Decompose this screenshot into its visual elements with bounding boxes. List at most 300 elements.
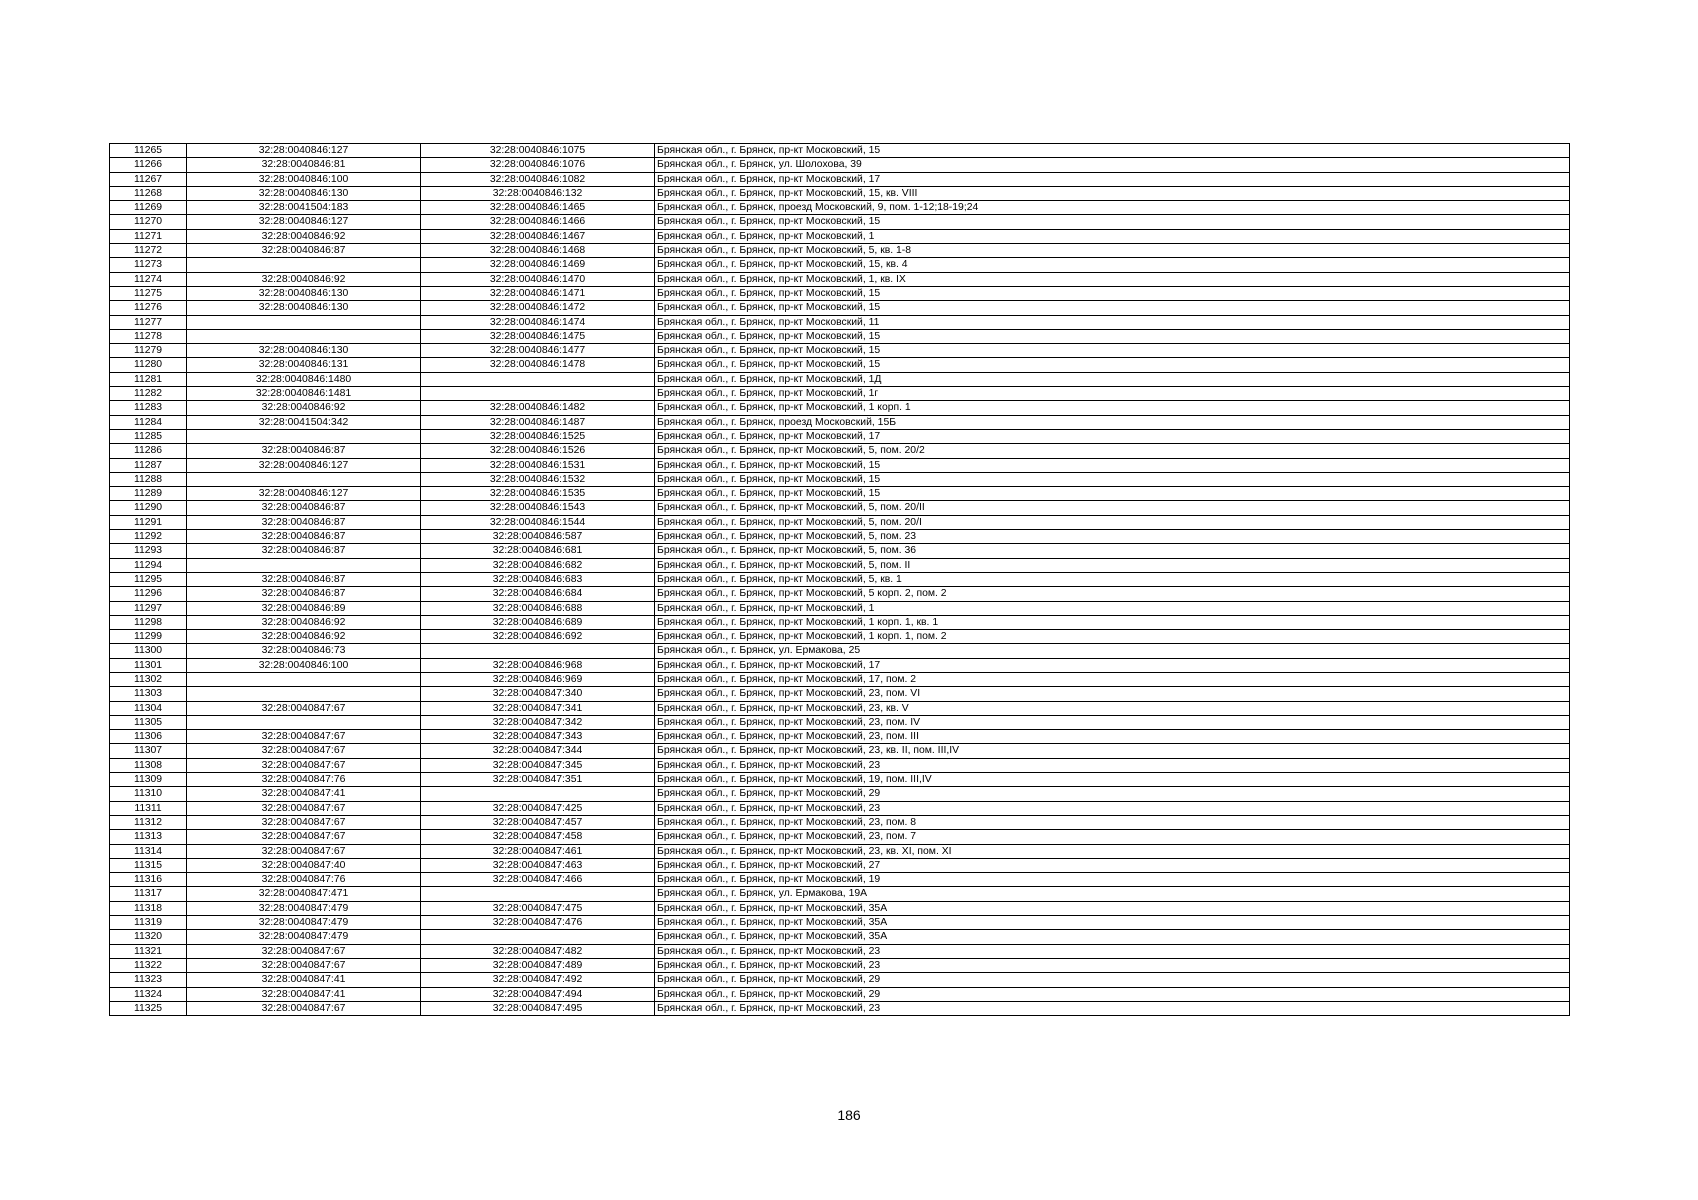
address-cell: Брянская обл., г. Брянск, пр-кт Московский, 23, пом. 8 [655, 815, 1570, 829]
row-number-cell: 11294 [110, 558, 187, 572]
address-cell: Брянская обл., г. Брянск, пр-кт Московский, 23, кв. V [655, 701, 1570, 715]
parent-cadastral-number-cell: 32:28:0040847:67 [187, 801, 421, 815]
row-number-cell: 11276 [110, 301, 187, 315]
table-row [110, 487, 1570, 501]
address-cell: Брянская обл., г. Брянск, пр-кт Московский, 27 [655, 858, 1570, 872]
row-number-cell: 11282 [110, 387, 187, 401]
row-number-cell: 11272 [110, 244, 187, 258]
table-row [110, 830, 1570, 844]
cadastral-number-cell: 32:28:0040846:682 [421, 558, 655, 572]
address-cell: Брянская обл., г. Брянск, пр-кт Московский, 23 [655, 1001, 1570, 1015]
address-cell: Брянская обл., г. Брянск, пр-кт Московский, 23, пом. III [655, 730, 1570, 744]
cadastral-number-cell: 32:28:0040847:425 [421, 801, 655, 815]
row-number-cell: 11285 [110, 429, 187, 443]
cadastral-number-cell: 32:28:0040847:341 [421, 701, 655, 715]
cadastral-number-cell: 32:28:0040846:689 [421, 615, 655, 629]
table-row [110, 544, 1570, 558]
parent-cadastral-number-cell: 32:28:0040847:41 [187, 973, 421, 987]
address-cell: Брянская обл., г. Брянск, пр-кт Московский, 5, пом. 20/I [655, 515, 1570, 529]
parent-cadastral-number-cell: 32:28:0040846:92 [187, 630, 421, 644]
row-number-cell: 11271 [110, 229, 187, 243]
table-row [110, 515, 1570, 529]
row-number-cell: 11281 [110, 372, 187, 386]
table-row [110, 815, 1570, 829]
address-cell: Брянская обл., г. Брянск, пр-кт Московский, 15 [655, 344, 1570, 358]
row-number-cell: 11296 [110, 587, 187, 601]
parent-cadastral-number-cell: 32:28:0040846:131 [187, 358, 421, 372]
parent-cadastral-number-cell: 32:28:0040847:67 [187, 701, 421, 715]
row-number-cell: 11323 [110, 973, 187, 987]
cadastral-number-cell: 32:28:0040847:344 [421, 744, 655, 758]
table-row [110, 944, 1570, 958]
address-cell: Брянская обл., г. Брянск, пр-кт Московский, 1 корп. 1 [655, 401, 1570, 415]
cadastral-number-cell: 32:28:0040847:494 [421, 987, 655, 1001]
cadastral-number-cell: 32:28:0040846:692 [421, 630, 655, 644]
parent-cadastral-number-cell [187, 315, 421, 329]
row-number-cell: 11287 [110, 458, 187, 472]
parent-cadastral-number-cell: 32:28:0040847:67 [187, 830, 421, 844]
address-cell: Брянская обл., г. Брянск, пр-кт Московский, 15 [655, 487, 1570, 501]
parent-cadastral-number-cell: 32:28:0040846:81 [187, 158, 421, 172]
table-row [110, 887, 1570, 901]
cadastral-number-cell: 32:28:0040846:1543 [421, 501, 655, 515]
cadastral-number-cell: 32:28:0040846:1531 [421, 458, 655, 472]
parent-cadastral-number-cell: 32:28:0040846:73 [187, 644, 421, 658]
cadastral-number-cell: 32:28:0040847:343 [421, 730, 655, 744]
row-number-cell: 11302 [110, 672, 187, 686]
cadastral-number-cell: 32:28:0040846:1525 [421, 429, 655, 443]
cadastral-number-cell: 32:28:0040846:1471 [421, 286, 655, 300]
table-row [110, 358, 1570, 372]
address-cell: Брянская обл., г. Брянск, пр-кт Московский, 5, кв. 1-8 [655, 244, 1570, 258]
row-number-cell: 11324 [110, 987, 187, 1001]
row-number-cell: 11295 [110, 572, 187, 586]
table-row [110, 244, 1570, 258]
row-number-cell: 11279 [110, 344, 187, 358]
cadastral-number-cell: 32:28:0040846:1467 [421, 229, 655, 243]
table-row [110, 658, 1570, 672]
table-row [110, 229, 1570, 243]
table-row [110, 601, 1570, 615]
address-cell: Брянская обл., г. Брянск, пр-кт Московский, 19, пом. III,IV [655, 773, 1570, 787]
table-row [110, 916, 1570, 930]
address-cell: Брянская обл., г. Брянск, пр-кт Московский, 29 [655, 987, 1570, 1001]
parent-cadastral-number-cell: 32:28:0040846:127 [187, 215, 421, 229]
cadastral-number-cell: 32:28:0040847:466 [421, 873, 655, 887]
row-number-cell: 11304 [110, 701, 187, 715]
table-row [110, 301, 1570, 315]
cadastral-number-cell [421, 644, 655, 658]
cadastral-number-cell: 32:28:0040846:1475 [421, 329, 655, 343]
table-row [110, 630, 1570, 644]
table-row [110, 215, 1570, 229]
table-body [110, 144, 1570, 1016]
cadastral-number-cell: 32:28:0040846:1469 [421, 258, 655, 272]
cadastral-number-cell [421, 387, 655, 401]
cadastral-number-cell: 32:28:0040846:1076 [421, 158, 655, 172]
row-number-cell: 11313 [110, 830, 187, 844]
table-row [110, 701, 1570, 715]
row-number-cell: 11289 [110, 487, 187, 501]
table-row [110, 201, 1570, 215]
cadastral-number-cell [421, 930, 655, 944]
parent-cadastral-number-cell: 32:28:0040847:479 [187, 901, 421, 915]
address-cell: Брянская обл., г. Брянск, пр-кт Московский, 5, пом. 20/II [655, 501, 1570, 515]
table-row [110, 930, 1570, 944]
table-row [110, 472, 1570, 486]
cadastral-number-cell: 32:28:0040847:457 [421, 815, 655, 829]
cadastral-number-cell: 32:28:0040847:476 [421, 916, 655, 930]
address-cell: Брянская обл., г. Брянск, пр-кт Московский, 35А [655, 930, 1570, 944]
parent-cadastral-number-cell: 32:28:0040846:130 [187, 186, 421, 200]
cadastral-number-cell: 32:28:0040847:475 [421, 901, 655, 915]
row-number-cell: 11319 [110, 916, 187, 930]
row-number-cell: 11316 [110, 873, 187, 887]
parent-cadastral-number-cell: 32:28:0040847:67 [187, 730, 421, 744]
parent-cadastral-number-cell: 32:28:0040847:479 [187, 916, 421, 930]
row-number-cell: 11293 [110, 544, 187, 558]
parent-cadastral-number-cell: 32:28:0040846:92 [187, 272, 421, 286]
table-row [110, 172, 1570, 186]
row-number-cell: 11267 [110, 172, 187, 186]
parent-cadastral-number-cell: 32:28:0040846:87 [187, 587, 421, 601]
address-cell: Брянская обл., г. Брянск, пр-кт Московский, 15 [655, 358, 1570, 372]
table-row [110, 572, 1570, 586]
parent-cadastral-number-cell: 32:28:0040846:87 [187, 530, 421, 544]
table-row [110, 158, 1570, 172]
row-number-cell: 11270 [110, 215, 187, 229]
table-row [110, 873, 1570, 887]
row-number-cell: 11305 [110, 715, 187, 729]
address-cell: Брянская обл., г. Брянск, пр-кт Московский, 1 [655, 601, 1570, 615]
parent-cadastral-number-cell: 32:28:0040847:67 [187, 958, 421, 972]
row-number-cell: 11265 [110, 144, 187, 158]
address-cell: Брянская обл., г. Брянск, пр-кт Московский, 11 [655, 315, 1570, 329]
row-number-cell: 11315 [110, 858, 187, 872]
cadastral-number-cell: 32:28:0040846:1470 [421, 272, 655, 286]
address-cell: Брянская обл., г. Брянск, ул. Ермакова, 19А [655, 887, 1570, 901]
parent-cadastral-number-cell: 32:28:0040847:41 [187, 987, 421, 1001]
table-row [110, 687, 1570, 701]
parent-cadastral-number-cell: 32:28:0040846:1481 [187, 387, 421, 401]
table-row [110, 444, 1570, 458]
row-number-cell: 11283 [110, 401, 187, 415]
table-row [110, 501, 1570, 515]
table-row [110, 286, 1570, 300]
row-number-cell: 11318 [110, 901, 187, 915]
cadastral-number-cell: 32:28:0040846:1482 [421, 401, 655, 415]
cadastral-number-cell [421, 787, 655, 801]
cadastral-number-cell [421, 372, 655, 386]
address-cell: Брянская обл., г. Брянск, пр-кт Московский, 23, пом. IV [655, 715, 1570, 729]
address-cell: Брянская обл., г. Брянск, пр-кт Московский, 23, кв. XI, пом. XI [655, 844, 1570, 858]
table-row [110, 715, 1570, 729]
cadastral-number-cell: 32:28:0040847:489 [421, 958, 655, 972]
parent-cadastral-number-cell [187, 258, 421, 272]
parent-cadastral-number-cell: 32:28:0040846:87 [187, 244, 421, 258]
row-number-cell: 11310 [110, 787, 187, 801]
table-row [110, 672, 1570, 686]
address-cell: Брянская обл., г. Брянск, пр-кт Московский, 17 [655, 172, 1570, 186]
address-cell: Брянская обл., г. Брянск, ул. Ермакова, 25 [655, 644, 1570, 658]
address-cell: Брянская обл., г. Брянск, пр-кт Московский, 15 [655, 215, 1570, 229]
address-cell: Брянская обл., г. Брянск, пр-кт Московский, 35А [655, 916, 1570, 930]
row-number-cell: 11292 [110, 530, 187, 544]
address-cell: Брянская обл., г. Брянск, пр-кт Московский, 23 [655, 801, 1570, 815]
address-cell: Брянская обл., г. Брянск, пр-кт Московский, 29 [655, 787, 1570, 801]
parent-cadastral-number-cell: 32:28:0040847:479 [187, 930, 421, 944]
address-cell: Брянская обл., г. Брянск, пр-кт Московский, 15 [655, 458, 1570, 472]
parent-cadastral-number-cell: 32:28:0040846:87 [187, 444, 421, 458]
row-number-cell: 11269 [110, 201, 187, 215]
table-row [110, 644, 1570, 658]
row-number-cell: 11290 [110, 501, 187, 515]
table-row [110, 973, 1570, 987]
address-cell: Брянская обл., г. Брянск, пр-кт Московский, 17, пом. 2 [655, 672, 1570, 686]
row-number-cell: 11280 [110, 358, 187, 372]
parent-cadastral-number-cell: 32:28:0040846:92 [187, 401, 421, 415]
address-cell: Брянская обл., г. Брянск, пр-кт Московский, 15, кв. VIII [655, 186, 1570, 200]
table-row [110, 458, 1570, 472]
table-row [110, 758, 1570, 772]
row-number-cell: 11314 [110, 844, 187, 858]
table-row [110, 773, 1570, 787]
parent-cadastral-number-cell: 32:28:0040846:92 [187, 229, 421, 243]
cadastral-number-cell: 32:28:0040846:681 [421, 544, 655, 558]
row-number-cell: 11303 [110, 687, 187, 701]
cadastral-number-cell: 32:28:0040846:688 [421, 601, 655, 615]
address-cell: Брянская обл., г. Брянск, пр-кт Московский, 15, кв. 4 [655, 258, 1570, 272]
parent-cadastral-number-cell: 32:28:0040846:1480 [187, 372, 421, 386]
cadastral-number-cell: 32:28:0040847:345 [421, 758, 655, 772]
parent-cadastral-number-cell: 32:28:0040846:87 [187, 501, 421, 515]
table-row [110, 258, 1570, 272]
parent-cadastral-number-cell: 32:28:0040847:67 [187, 744, 421, 758]
table-row [110, 401, 1570, 415]
cadastral-number-cell: 32:28:0040846:1544 [421, 515, 655, 529]
row-number-cell: 11286 [110, 444, 187, 458]
address-cell: Брянская обл., г. Брянск, пр-кт Московский, 1 [655, 229, 1570, 243]
parent-cadastral-number-cell [187, 472, 421, 486]
address-cell: Брянская обл., г. Брянск, пр-кт Московский, 5, пом. 36 [655, 544, 1570, 558]
table-row [110, 801, 1570, 815]
table-row [110, 744, 1570, 758]
row-number-cell: 11321 [110, 944, 187, 958]
address-cell: Брянская обл., г. Брянск, пр-кт Московский, 23 [655, 944, 1570, 958]
parent-cadastral-number-cell: 32:28:0040846:92 [187, 615, 421, 629]
cadastral-table [109, 143, 1570, 1016]
row-number-cell: 11277 [110, 315, 187, 329]
cadastral-number-cell: 32:28:0040847:492 [421, 973, 655, 987]
parent-cadastral-number-cell [187, 672, 421, 686]
address-cell: Брянская обл., г. Брянск, пр-кт Московский, 23, пом. 7 [655, 830, 1570, 844]
parent-cadastral-number-cell: 32:28:0040846:127 [187, 487, 421, 501]
cadastral-number-cell: 32:28:0040847:495 [421, 1001, 655, 1015]
cadastral-number-cell: 32:28:0040846:132 [421, 186, 655, 200]
table-row [110, 415, 1570, 429]
parent-cadastral-number-cell: 32:28:0040846:87 [187, 515, 421, 529]
address-cell: Брянская обл., г. Брянск, пр-кт Московский, 5, пом. II [655, 558, 1570, 572]
cadastral-number-cell: 32:28:0040846:1535 [421, 487, 655, 501]
address-cell: Брянская обл., г. Брянск, пр-кт Московский, 23 [655, 958, 1570, 972]
address-cell: Брянская обл., г. Брянск, пр-кт Московский, 17 [655, 429, 1570, 443]
table-row [110, 987, 1570, 1001]
cadastral-number-cell: 32:28:0040846:587 [421, 530, 655, 544]
address-cell: Брянская обл., г. Брянск, пр-кт Московский, 5, пом. 20/2 [655, 444, 1570, 458]
parent-cadastral-number-cell [187, 558, 421, 572]
table-row [110, 901, 1570, 915]
cadastral-number-cell: 32:28:0040846:1472 [421, 301, 655, 315]
cadastral-number-cell: 32:28:0040846:1465 [421, 201, 655, 215]
parent-cadastral-number-cell: 32:28:0041504:183 [187, 201, 421, 215]
row-number-cell: 11273 [110, 258, 187, 272]
table-row [110, 787, 1570, 801]
table-row [110, 344, 1570, 358]
parent-cadastral-number-cell: 32:28:0040847:67 [187, 815, 421, 829]
address-cell: Брянская обл., г. Брянск, пр-кт Московский, 15 [655, 286, 1570, 300]
parent-cadastral-number-cell [187, 687, 421, 701]
parent-cadastral-number-cell: 32:28:0040846:127 [187, 458, 421, 472]
row-number-cell: 11291 [110, 515, 187, 529]
parent-cadastral-number-cell: 32:28:0040847:67 [187, 1001, 421, 1015]
parent-cadastral-number-cell: 32:28:0040847:471 [187, 887, 421, 901]
address-cell: Брянская обл., г. Брянск, пр-кт Московский, 1Д [655, 372, 1570, 386]
row-number-cell: 11317 [110, 887, 187, 901]
cadastral-number-cell: 32:28:0040847:340 [421, 687, 655, 701]
cadastral-number-cell: 32:28:0040846:1474 [421, 315, 655, 329]
parent-cadastral-number-cell [187, 329, 421, 343]
row-number-cell: 11278 [110, 329, 187, 343]
row-number-cell: 11300 [110, 644, 187, 658]
address-cell: Брянская обл., г. Брянск, пр-кт Московский, 35А [655, 901, 1570, 915]
table-row [110, 1001, 1570, 1015]
row-number-cell: 11307 [110, 744, 187, 758]
cadastral-number-cell: 32:28:0040846:1082 [421, 172, 655, 186]
cadastral-number-cell [421, 887, 655, 901]
cadastral-number-cell: 32:28:0040847:482 [421, 944, 655, 958]
parent-cadastral-number-cell: 32:28:0040846:130 [187, 286, 421, 300]
table-row [110, 587, 1570, 601]
row-number-cell: 11288 [110, 472, 187, 486]
cadastral-number-cell: 32:28:0040846:1526 [421, 444, 655, 458]
table-row [110, 272, 1570, 286]
address-cell: Брянская обл., г. Брянск, пр-кт Московский, 17 [655, 658, 1570, 672]
address-cell: Брянская обл., г. Брянск, пр-кт Московский, 1 корп. 1, кв. 1 [655, 615, 1570, 629]
table-row [110, 387, 1570, 401]
cadastral-number-cell: 32:28:0040846:1477 [421, 344, 655, 358]
parent-cadastral-number-cell: 32:28:0040847:76 [187, 873, 421, 887]
row-number-cell: 11312 [110, 815, 187, 829]
parent-cadastral-number-cell: 32:28:0040846:87 [187, 544, 421, 558]
row-number-cell: 11284 [110, 415, 187, 429]
cadastral-number-cell: 32:28:0040846:1478 [421, 358, 655, 372]
row-number-cell: 11306 [110, 730, 187, 744]
row-number-cell: 11274 [110, 272, 187, 286]
address-cell: Брянская обл., г. Брянск, пр-кт Московский, 19 [655, 873, 1570, 887]
table-row [110, 558, 1570, 572]
row-number-cell: 11299 [110, 630, 187, 644]
row-number-cell: 11298 [110, 615, 187, 629]
row-number-cell: 11322 [110, 958, 187, 972]
row-number-cell: 11311 [110, 801, 187, 815]
address-cell: Брянская обл., г. Брянск, ул. Шолохова, 39 [655, 158, 1570, 172]
parent-cadastral-number-cell: 32:28:0040847:67 [187, 758, 421, 772]
address-cell: Брянская обл., г. Брянск, пр-кт Московский, 1, кв. IX [655, 272, 1570, 286]
row-number-cell: 11320 [110, 930, 187, 944]
address-cell: Брянская обл., г. Брянск, пр-кт Московский, 23, кв. II, пом. III,IV [655, 744, 1570, 758]
cadastral-number-cell: 32:28:0040847:342 [421, 715, 655, 729]
cadastral-number-cell: 32:28:0040846:684 [421, 587, 655, 601]
page-number: 186 [837, 1107, 861, 1123]
table-row [110, 186, 1570, 200]
cadastral-number-cell: 32:28:0040846:1468 [421, 244, 655, 258]
address-cell: Брянская обл., г. Брянск, пр-кт Московский, 15 [655, 472, 1570, 486]
address-cell: Брянская обл., г. Брянск, пр-кт Московский, 15 [655, 329, 1570, 343]
parent-cadastral-number-cell: 32:28:0040846:130 [187, 301, 421, 315]
cadastral-number-cell: 32:28:0040846:969 [421, 672, 655, 686]
address-cell: Брянская обл., г. Брянск, пр-кт Московский, 15 [655, 301, 1570, 315]
parent-cadastral-number-cell: 32:28:0040847:40 [187, 858, 421, 872]
parent-cadastral-number-cell: 32:28:0040846:100 [187, 172, 421, 186]
parent-cadastral-number-cell: 32:28:0040846:87 [187, 572, 421, 586]
parent-cadastral-number-cell: 32:28:0040846:100 [187, 658, 421, 672]
parent-cadastral-number-cell: 32:28:0041504:342 [187, 415, 421, 429]
row-number-cell: 11268 [110, 186, 187, 200]
cadastral-number-cell: 32:28:0040846:1075 [421, 144, 655, 158]
parent-cadastral-number-cell [187, 715, 421, 729]
cadastral-number-cell: 32:28:0040846:968 [421, 658, 655, 672]
parent-cadastral-number-cell: 32:28:0040846:89 [187, 601, 421, 615]
table-row [110, 858, 1570, 872]
address-cell: Брянская обл., г. Брянск, пр-кт Московский, 5, кв. 1 [655, 572, 1570, 586]
parent-cadastral-number-cell: 32:28:0040846:130 [187, 344, 421, 358]
table-row [110, 329, 1570, 343]
table-row [110, 530, 1570, 544]
address-cell: Брянская обл., г. Брянск, пр-кт Московский, 5, пом. 23 [655, 530, 1570, 544]
table-row [110, 730, 1570, 744]
address-cell: Брянская обл., г. Брянск, пр-кт Московский, 5 корп. 2, пом. 2 [655, 587, 1570, 601]
address-cell: Брянская обл., г. Брянск, проезд Московский, 15Б [655, 415, 1570, 429]
cadastral-number-cell: 32:28:0040846:1487 [421, 415, 655, 429]
parent-cadastral-number-cell: 32:28:0040847:67 [187, 844, 421, 858]
address-cell: Брянская обл., г. Брянск, пр-кт Московский, 1г [655, 387, 1570, 401]
table-row [110, 958, 1570, 972]
table-row [110, 315, 1570, 329]
row-number-cell: 11308 [110, 758, 187, 772]
parent-cadastral-number-cell: 32:28:0040846:127 [187, 144, 421, 158]
parent-cadastral-number-cell: 32:28:0040847:76 [187, 773, 421, 787]
cadastral-number-cell: 32:28:0040847:351 [421, 773, 655, 787]
cadastral-number-cell: 32:28:0040847:458 [421, 830, 655, 844]
cadastral-number-cell: 32:28:0040847:463 [421, 858, 655, 872]
parent-cadastral-number-cell [187, 429, 421, 443]
row-number-cell: 11266 [110, 158, 187, 172]
cadastral-number-cell: 32:28:0040846:683 [421, 572, 655, 586]
row-number-cell: 11309 [110, 773, 187, 787]
table-row [110, 372, 1570, 386]
row-number-cell: 11275 [110, 286, 187, 300]
cadastral-number-cell: 32:28:0040846:1532 [421, 472, 655, 486]
cadastral-number-cell: 32:28:0040846:1466 [421, 215, 655, 229]
address-cell: Брянская обл., г. Брянск, пр-кт Московский, 23, пом. VI [655, 687, 1570, 701]
cadastral-number-cell: 32:28:0040847:461 [421, 844, 655, 858]
address-cell: Брянская обл., г. Брянск, пр-кт Московский, 1 корп. 1, пом. 2 [655, 630, 1570, 644]
parent-cadastral-number-cell: 32:28:0040847:67 [187, 944, 421, 958]
address-cell: Брянская обл., г. Брянск, проезд Московский, 9, пом. 1-12;18-19;24 [655, 201, 1570, 215]
table-row [110, 615, 1570, 629]
table-row [110, 844, 1570, 858]
address-cell: Брянская обл., г. Брянск, пр-кт Московский, 29 [655, 973, 1570, 987]
